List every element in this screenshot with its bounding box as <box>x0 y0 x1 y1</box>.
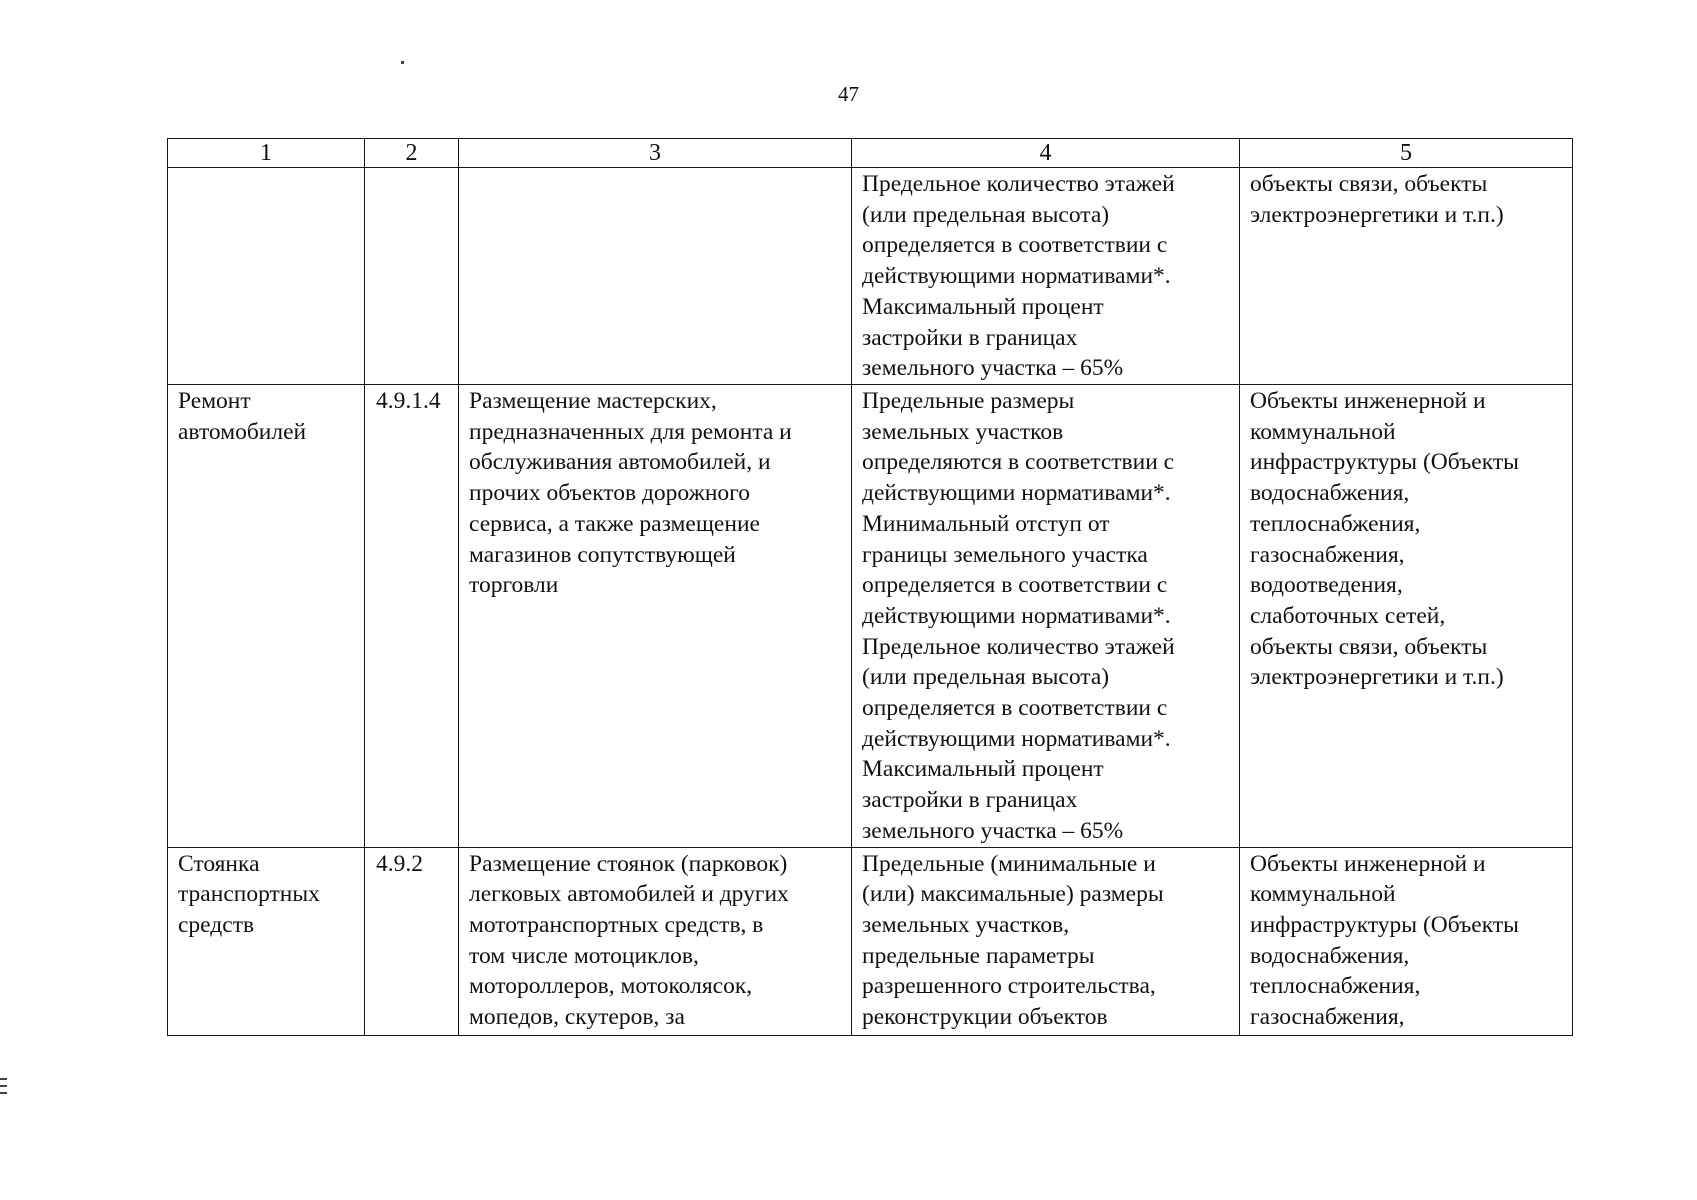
cell-text-line: Предельное количество этажей <box>862 171 1175 197</box>
cell-text-line: застройки в границах <box>862 787 1078 814</box>
cell-text-line: 4.9.1.4 <box>376 388 441 414</box>
cell-text-line: действующими нормативами*. <box>862 480 1171 507</box>
cell-text-line: том числе мотоциклов, <box>469 942 699 969</box>
cell-text-line: определяется в соответствии с <box>862 695 1168 722</box>
cell-text-line: мотороллеров, мотоколясок, <box>469 973 753 1000</box>
land-use-code-cell <box>365 385 459 848</box>
cell-text-line: водоснабжения, <box>1250 480 1410 507</box>
auxiliary-objects-cell <box>1240 847 1573 1035</box>
cell-text-line: земельного участка – 65% <box>862 355 1124 382</box>
cell-text-line: земельных участков <box>862 418 1064 445</box>
cell-text-line: предназначенных для ремонта и <box>469 418 792 445</box>
parameters-cell <box>852 847 1240 1035</box>
cell-text-line: Размещение мастерских, <box>469 388 717 414</box>
cell-text-line: объекты связи, объекты <box>1250 633 1488 660</box>
cell-text-line: Ремонт <box>178 388 251 414</box>
cell-text-line: Объекты инженерной и <box>1250 850 1486 877</box>
cell-text-line: мопедов, скутеров, за <box>469 1004 685 1031</box>
cell-text-line: Максимальный процент <box>862 756 1104 783</box>
table-header-row <box>168 139 1573 168</box>
land-use-code-cell <box>365 847 459 1035</box>
cell-text-line: предельные параметры <box>862 942 1095 969</box>
zoning-table <box>167 138 1573 1036</box>
cell-text-line: инфраструктуры (Объекты <box>1250 911 1519 938</box>
cell-text-line: действующими нормативами*. <box>862 725 1171 752</box>
column-header: 4 <box>852 139 1240 168</box>
cell-text-line: (или) максимальные) размеры <box>862 881 1164 908</box>
land-use-name-cell <box>168 847 365 1035</box>
table-row <box>168 168 1573 385</box>
cell-text-line: Стоянка <box>178 850 260 877</box>
cell-text-line: действующими нормативами*. <box>862 263 1171 290</box>
cell-text-line: реконструкции объектов <box>862 1004 1108 1031</box>
cell-text-line: земельных участков, <box>862 911 1070 938</box>
cell-text-line: торговли <box>469 572 559 599</box>
cell-text-line: слаботочных сетей, <box>1250 602 1446 629</box>
cell-text-line: средств <box>178 911 255 938</box>
cell-text-line: газоснабжения, <box>1250 541 1405 568</box>
cell-text-line: Максимальный процент <box>862 293 1104 320</box>
cell-text-line: 4.9.2 <box>376 850 423 877</box>
cell-text-line: (или предельная высота) <box>862 664 1110 691</box>
cell-text-line: Предельные (минимальные и <box>862 850 1156 877</box>
cell-text-line: определяется в соответствии с <box>862 572 1168 599</box>
cell-text-line: застройки в границах <box>862 324 1078 351</box>
column-header: 5 <box>1240 139 1573 168</box>
cell-text-line: коммунальной <box>1250 418 1396 445</box>
land-use-description-cell <box>459 847 852 1035</box>
scan-speck <box>0 1085 7 1087</box>
cell-text-line: мототранспортных средств, в <box>469 911 764 938</box>
table-row <box>168 385 1573 848</box>
cell-text-line: Минимальный отступ от <box>862 510 1110 537</box>
cell-text-line: инфраструктуры (Объекты <box>1250 449 1519 476</box>
cell-text-line: Предельные размеры <box>862 388 1075 414</box>
land-use-description-cell <box>459 168 852 385</box>
table-row <box>168 847 1573 1035</box>
cell-text-line: разрешенного строительства, <box>862 973 1156 1000</box>
land-use-code-cell <box>365 168 459 385</box>
column-header: 2 <box>365 139 459 168</box>
cell-text-line: теплоснабжения, <box>1250 510 1421 537</box>
cell-text-line: определяется в соответствии с <box>862 232 1168 259</box>
cell-text-line: теплоснабжения, <box>1250 973 1421 1000</box>
cell-text-line: прочих объектов дорожного <box>469 480 750 507</box>
auxiliary-objects-cell <box>1240 168 1573 385</box>
cell-text-line: границы земельного участка <box>862 541 1148 568</box>
cell-text-line: коммунальной <box>1250 881 1396 908</box>
cell-text-line: (или предельная высота) <box>862 201 1110 228</box>
cell-text-line: водоснабжения, <box>1250 942 1410 969</box>
cell-text-line: Предельное количество этажей <box>862 633 1175 660</box>
auxiliary-objects-cell <box>1240 385 1573 848</box>
land-use-description-cell <box>459 385 852 848</box>
cell-text-line: магазинов сопутствующей <box>469 541 736 568</box>
cell-text-line: электроэнергетики и т.п.) <box>1250 664 1504 691</box>
cell-text-line: определяются в соответствии с <box>862 449 1175 476</box>
cell-text-line: Объекты инженерной и <box>1250 388 1486 414</box>
cell-text-line: обслуживания автомобилей, и <box>469 449 771 476</box>
parameters-cell <box>852 385 1240 848</box>
scan-speck <box>0 1092 7 1094</box>
cell-text-line: легковых автомобилей и других <box>469 881 789 908</box>
land-use-name-cell <box>168 168 365 385</box>
cell-text-line: действующими нормативами*. <box>862 602 1171 629</box>
cell-text-line: земельного участка – 65% <box>862 817 1124 844</box>
cell-text-line: электроэнергетики и т.п.) <box>1250 201 1504 228</box>
scan-speck <box>401 61 404 64</box>
cell-text-line: Размещение стоянок (парковок) <box>469 850 788 877</box>
cell-text-line: автомобилей <box>178 418 307 445</box>
column-header: 1 <box>168 139 365 168</box>
cell-text-line: транспортных <box>178 881 320 908</box>
column-header: 3 <box>459 139 852 168</box>
parameters-cell <box>852 168 1240 385</box>
land-use-name-cell <box>168 385 365 848</box>
cell-text-line: сервиса, а также размещение <box>469 510 760 537</box>
cell-text-line: газоснабжения, <box>1250 1004 1405 1031</box>
page-number: 47 <box>838 82 859 106</box>
cell-text-line: объекты связи, объекты <box>1250 171 1488 197</box>
scan-speck <box>0 1078 7 1080</box>
cell-text-line: водоотведения, <box>1250 572 1403 599</box>
